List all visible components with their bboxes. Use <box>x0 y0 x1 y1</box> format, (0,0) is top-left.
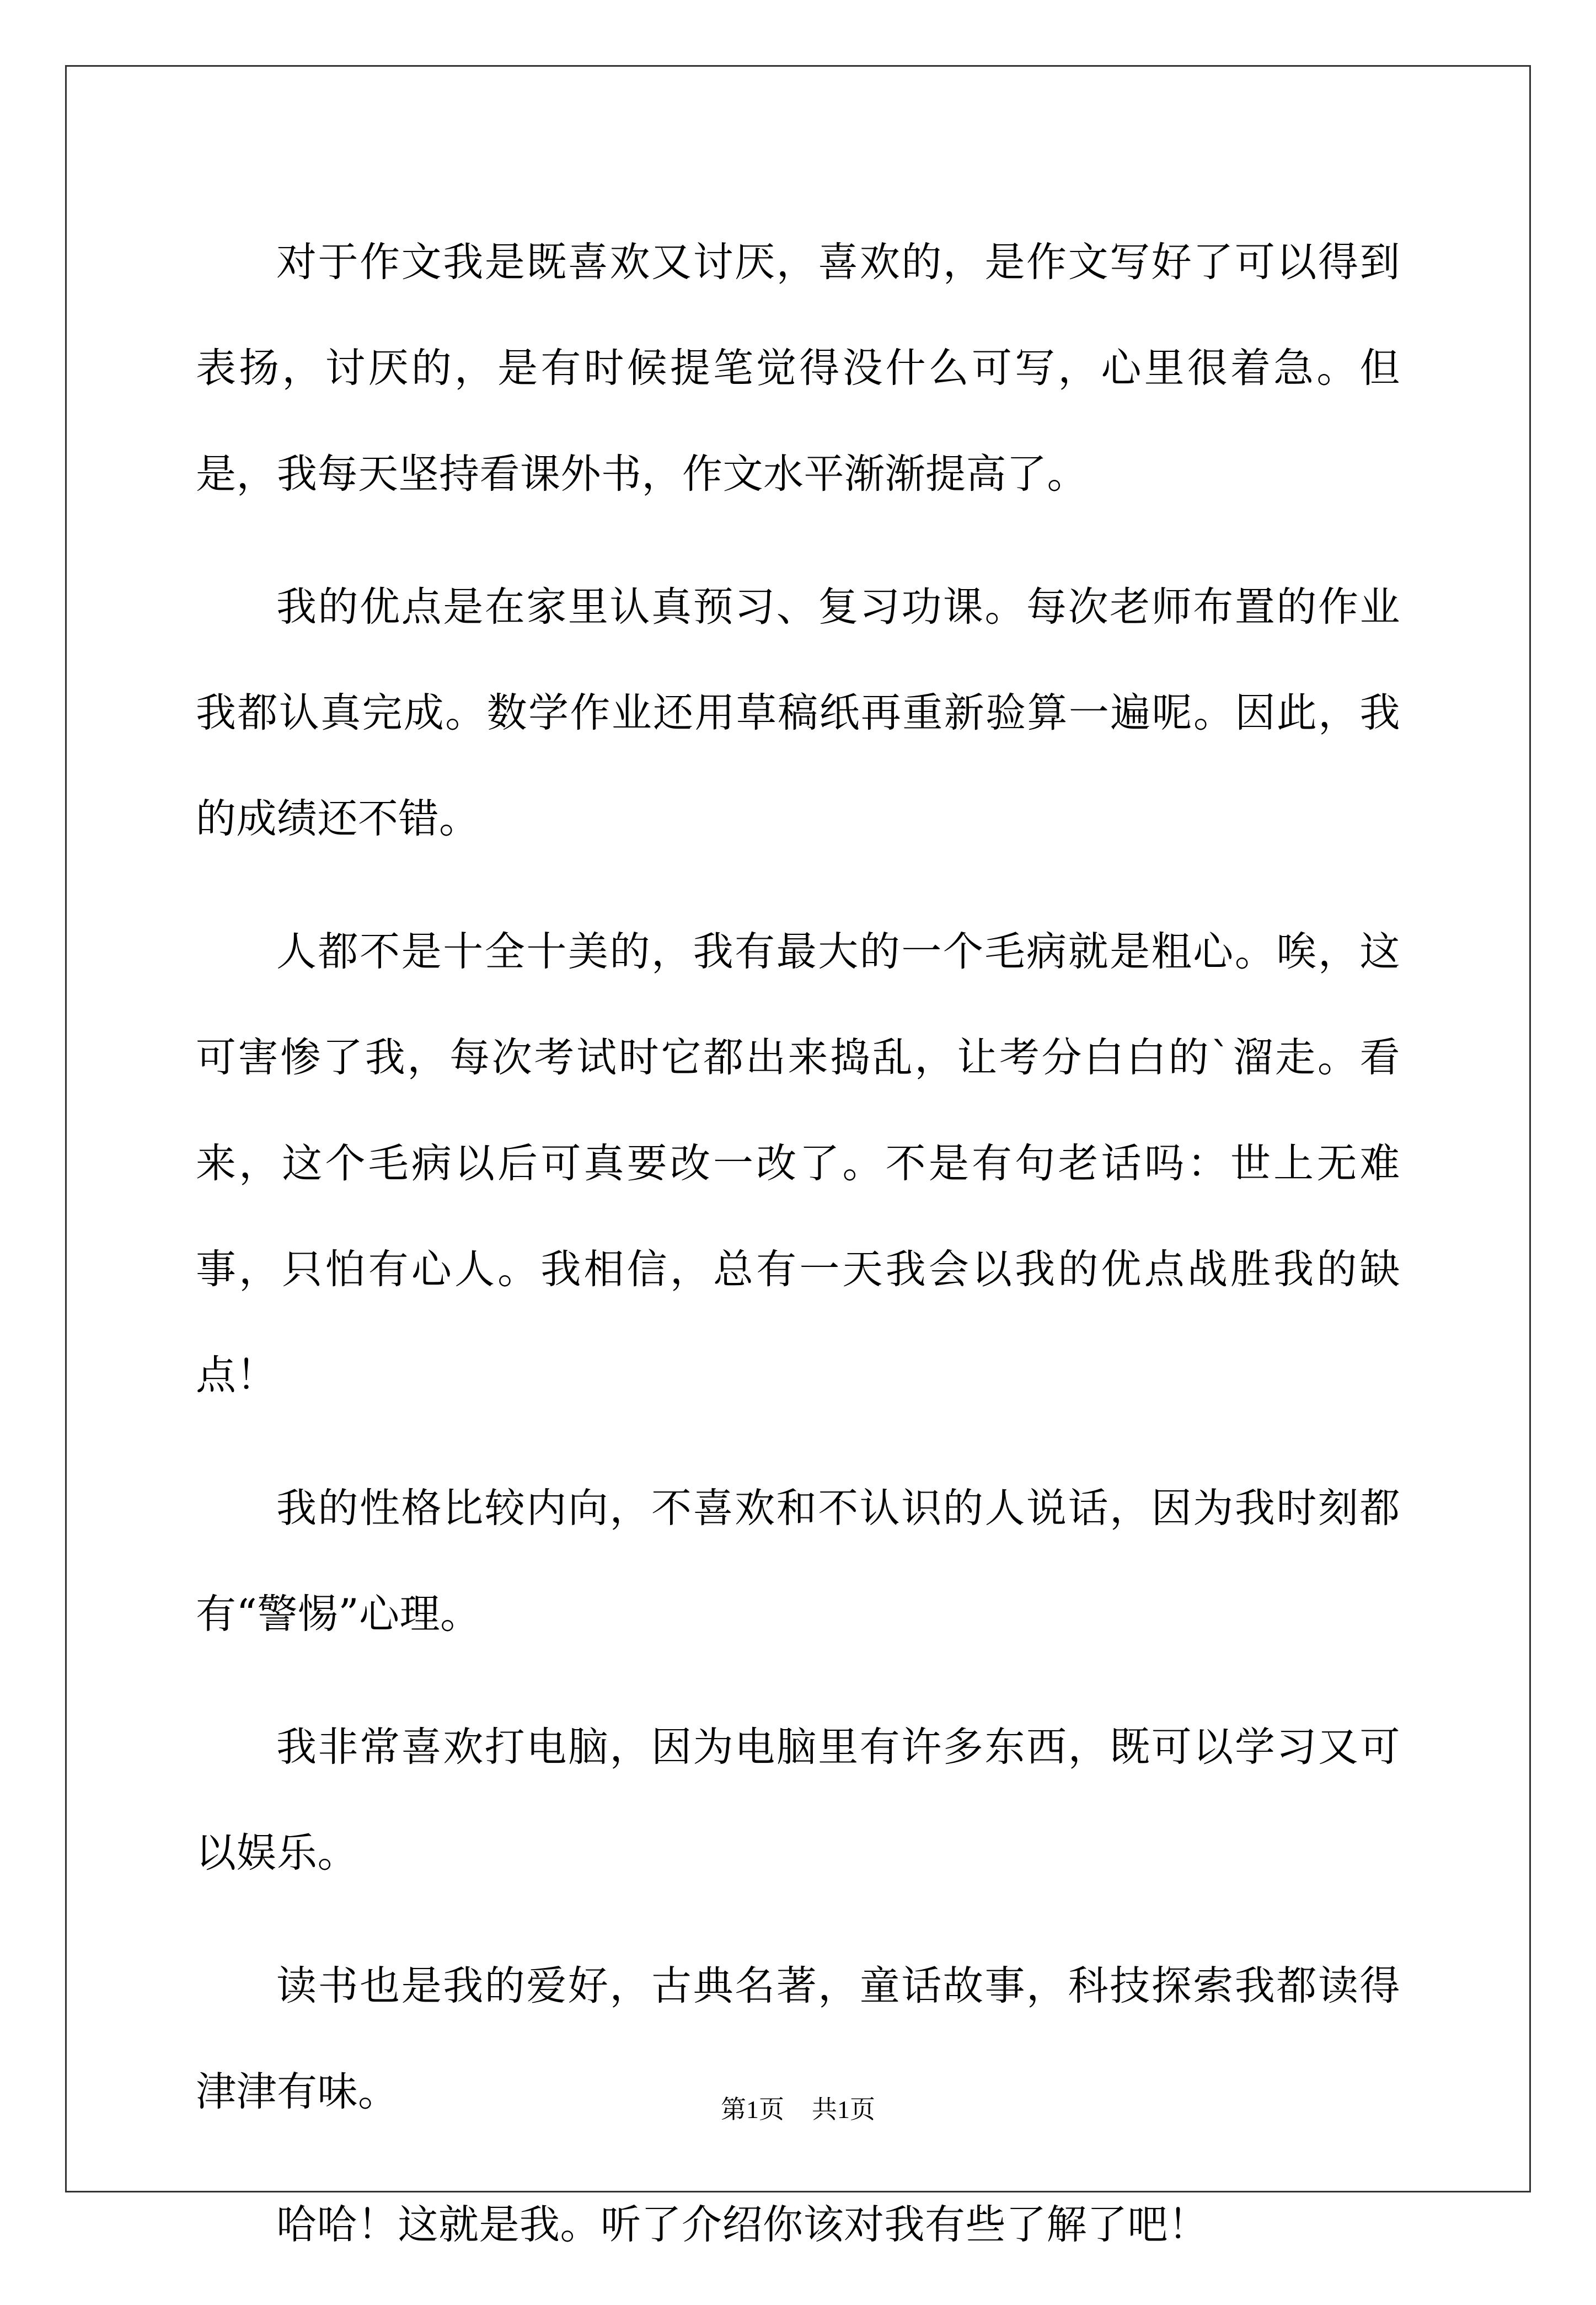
paragraph: 读书也是我的爱好，古典名著，童话故事，科技探索我都读得津津有味。 <box>196 1962 1400 2115</box>
paragraph: 我的优点是在家里认真预习、复习功课。每次老师布置的作业我都认真完成。数学作业还用草稿纸再重新验算一遍呢。因此，我的成绩还不错。 <box>196 584 1400 842</box>
page-number: 第1页 <box>721 2095 784 2124</box>
page-total: 共1页 <box>812 2095 875 2124</box>
paragraph: 人都不是十全十美的，我有最大的一个毛病就是粗心。唉，这可害惨了我，每次考试时它都出来捣乱，让考分白白的`溜走。看来，这个毛病以后可真要改一改了。不是有句老话吗：世上无难事，只怕有心人。我相信，总有一天我会以我的优点战胜我的缺点！ <box>196 928 1400 1399</box>
paragraph: 对于作文我是既喜欢又讨厌，喜欢的，是作文写好了可以得到表扬，讨厌的，是有时候提笔觉得没什么可写，心里很着急。但是，我每天坚持看课外书，作文水平渐渐提高了。 <box>196 239 1400 498</box>
paragraph: 我的性格比较内向，不喜欢和不认识的人说话，因为我时刻都有“警惕”心理。 <box>196 1485 1400 1638</box>
document-body <box>196 210 1400 2305</box>
page-footer <box>0 2093 1596 2126</box>
paragraph: 哈哈！这就是我。听了介绍你该对我有些了解了吧！ <box>276 2201 1209 2248</box>
paragraph: 我非常喜欢打电脑，因为电脑里有许多东西，既可以学习又可以娱乐。 <box>196 1724 1400 1876</box>
